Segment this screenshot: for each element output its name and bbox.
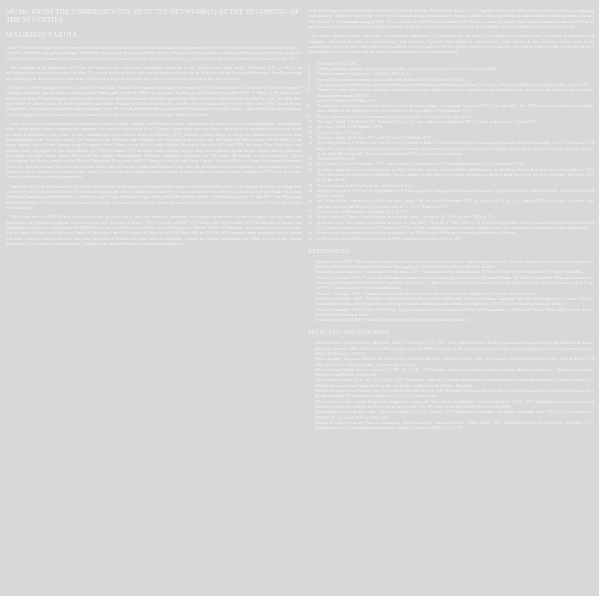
reference-item-text: Bargiacchi, Enzo Gualtiero - Schiaffini, Rodolfo (eds). 2017. Conti storie sul filo della memoria. Il 'Nuovo Teatro' in Italia negli anni 70. Firenze: Florilibo. [315, 269, 583, 275]
references-title: REFERENCES [308, 248, 350, 255]
bullet-marker: – [308, 274, 311, 280]
footnote-number: 1 [308, 60, 311, 66]
footnote-text: On vocal improvisation in Rome see also Assunçã 2011. [317, 182, 414, 188]
bullet-marker: – [308, 290, 311, 296]
reference-item [308, 317, 594, 322]
footnote-number: 22 [308, 214, 313, 220]
bullet-marker: – [308, 340, 311, 346]
footnote-number: 13 [308, 134, 313, 140]
body-paragraph: The second season (1972-73) was also characterized by a network of new and historical ensembles, the Gruppo Strumentale, Federico Mompou, among others, the participation of Schiaffini in various formations (also with Tommaso, 3 March; NPS, 4 March) and MEV (18 March). On 13 November 1972 the Meeting of modern and contemporary music was organized by the OED, the first edition of what would become Ricerca Sonora (21 March). On the 25 November, the second cycle also kicked off: The International Festival of Electronic Music (2 December), and 19 February (21 March) with MEV and NPS. In 1973 the MEV returned again to organize and to host an important collective improvisation by the many networks of Roman musicians, such as Schiaffini, Cardini, the Nuova Consonanza, the OED, as well as the Gruppo Strumentale (Carlo Cardini, Antonello Neri, Giuliano Zosi, Michele Ferrari and Emanuele Pappalardo). [6, 214, 302, 247]
discography-item [308, 399, 594, 410]
bullet-marker: – [308, 356, 311, 362]
discography-item-text: Mario Schiano, Tommaso Vittorini. Un fronte di Sei. Splasc(h) Records, CDH 205-2 (CD), 1991, also contains "Beat Suite (Free Jazz Trio), Live at Beat 72 (10 May 1969)" (Trio: Mario Schiano, Tommaso and Piccolo). [315, 356, 594, 367]
discography-list [308, 340, 594, 430]
bullet-marker: – [308, 366, 311, 372]
footnote-text: From the self-presentation written on the program of the 1976 Festival of Nuova Consonanza Association of Rome. [317, 230, 516, 236]
footnote-number: 16 [308, 161, 313, 167]
footnote-text: Between the end of 1973 and the beginning of 1974 the group was composed of Maurizio Giammarco, Eugenio Colombo, Alberto Corvini, Enrico Ghiberti and Marco Salomon. [317, 187, 594, 199]
footnote-text: See L'Unità 20 and 23 September 1973, Paese Sera 21-22 September 1973) and Momento Sera (19-22 September 1973). [317, 161, 525, 167]
footnote-number: 15 [308, 156, 313, 162]
reference-item-text: Guaccero, Giovanni. 2018. "Il contesto della musica improvvisata a Roma fra gli anni Sessanta e gli anni Settanta." In Franco Evangelisti: Verso un nuovo mondo sonoro, proceedings of the International Conference, Ernesto, C., 3 March 2014, edited by Eleonora Ludovisi and Daniela Tortora. In Art. di Suono, n. 8, n. 8, pp. 169-176. Cosenza: Edizioni Università Mondadori. [315, 274, 594, 291]
discography-item-text: Mario Schiano. Il Uni Brothers. MaStiveE, CERT. CSP #1027 (LP), 1970. (Trio: Mario Schiano, Bruno Tommaso and Franco Pecori). Republished in Keuno, Splasc(h) Records, CDH 309-2 (CD), 1990, together with the 1967 recordings of the Gruppo Romano Free Jazz (recently published on LP by Cramps Records, 2002, CD, Rimini, [...] 2011). [315, 340, 594, 356]
bullet-marker: – [308, 295, 311, 301]
footnotes-list [308, 61, 594, 241]
article-title: MUSIC FROM THE UNDERGROUND: BEAT 72'S NETWORK(S) AT THE BEGINNING OF THE SEVENTIES [6, 8, 300, 25]
footnote [308, 167, 594, 183]
body-paragraph: The recording of 22 September 1973 that we feature in this edition is a memorable testimony to the "inclusive and open nature" (Orecchia 2018, p. 26) of the multidisciplinary research space that was Beat 72 - one of the many lively underground theaters that sprang up in Rome over the Sixties and Seventies. Scrolling through the chronology of the musical activities of the first period, it is possible to trace the contours of an artistic network in flux and in motion. [6, 64, 302, 81]
discography-item [308, 340, 594, 356]
footnote-number: 24 [308, 230, 313, 236]
footnote-text: According to Dario Salvatori, this concert series repeated at Beat 72 a successful festival of contemporary music held in Chiaravalle on 11-17 February 1974 under the artistic direction of Antonello Neri. In Salvatori's description, the program of Chiaravalle included, among others, Umi 12 February and then the title in the Altra Musica group). Musica, con Machine (the OED, with various members). [317, 140, 594, 156]
discography-item-text: Nuovo Forme Sonore, Kort, SPL. NS 3 (LP), 1974. The group - made up of Michiko Hirayama, Anne Beate Zimmer, Giancarlo Schiaffini, Francesco Mario Viel, Michele Iannaccone and Antonello Ficarelli - performs compositions by Michiko Hirayama. [315, 377, 594, 388]
footnote [308, 140, 594, 156]
footnote-text: Around this concert series Giovanni Guaccero wrote important pages, for example Guaccero 2013, 2014 and 2018. The 2018 book, in particular, also contains many details on the individual musicians included in the recording of 22 September 1973. [317, 103, 594, 114]
discography-item-text: Musica Elettronica Viva. Sound Pool. Nuova Elettronica per Incontri. CD. Schiaffini and Antonello Ficarelli - performs compositions by Nuova Elettronica. Two groups including 1971 and others: Spoleto, Vol. 2 (LP), Various Artists. [315, 388, 594, 399]
discography-item [308, 356, 594, 367]
bullet-marker: – [308, 419, 311, 425]
bullet-marker: – [308, 409, 311, 415]
footnote-number: 2 [308, 66, 311, 72]
footnote-text: In Il Collegio di Arte Musicale di Como of 1974 reported in Giaccetto 2013, p. 300. [317, 235, 462, 241]
footnote-text: See Trìton Times, University of California (San Diego), Vol. 20, n. 16, November 1973, p. 6, and Vol. 21, n. 2, 11 January 1974, p. 5; and The Tribe - The Palomar College (San Marcos, California), Vol. 27, n. 18, 27 February 1974. [317, 198, 594, 209]
body-paragraph: "Beat 72 was many things: a space, a project in the making, a context of people and relationships, a programming and a set of events, the occasion for an artistic debut (...) as well as the theater, an anchor, a refuge." Words that describe one of the most fertile venues in Rome, a space that played a role of symbolic place of research, the mother of the Roman cellars (cantine), not because it was the oldest but because it was the most characteristic (...). An early sketch by Ulisse Benedetti and Simone Carella, 1971. [6, 44, 302, 61]
footnote [308, 220, 594, 231]
article-body [6, 45, 302, 247]
footnote-text: Unless otherwise indicated, the data come from the chronology shown on pp. 103-253 of Orecchia 2018. [317, 66, 498, 72]
body-paragraph: For Franco Materna, on the other hand, it is of primary importance: "a sound that fills the room (...) Creating with a steady sound, a vibration in movement and immediate reflection of states of consciousness," and therefore, "beyond every technical consideration," what matters is the synthesis, which needs to be contemporary and very old at the same time: it would be wrong to consider PM as a purely musical fact in that what you want to achieve is not a composition but a group experience to be shared with the others, proposing itself as an overall experience. [308, 33, 594, 55]
bullet-marker: – [308, 317, 311, 323]
footnote [308, 87, 594, 98]
bullet-marker: – [308, 377, 311, 383]
footnote-number: 7 [308, 97, 311, 103]
footnote-text: Two recordings of a further date of the Trio Schiano (with Tommaso and Piccolo) at the Beat 72 (17 May 1969) were published by Splasc(h) Records in 1992. [317, 81, 590, 87]
article-author: MAURIZIO FARINA [6, 29, 78, 39]
left-column [6, 8, 302, 590]
footnote-text: L'Unità, 2 June 1973, p. 9. [317, 129, 363, 135]
reference-item-text: Guaccero, Giovanni. 2014. L'improvvisazione radicale nella musica sperimentale. Roma. Milano: 2013. Firenze: Arcana Editrice. [315, 290, 538, 296]
bullet-marker: – [308, 269, 311, 275]
discography-title: SELECTED DISCOGRAPHY [308, 330, 391, 337]
footnote [308, 188, 594, 199]
footnote-text: Ulisse Benedetti in Bargiacchi - Schiaffini 2017, p. 31. [317, 71, 412, 77]
bullet-marker: – [308, 388, 311, 394]
footnote-number: 20 [308, 198, 313, 204]
footnote-number: 19 [308, 187, 313, 193]
footnote-text: Dario Salvatori, 'Succedono: Claridades ad slove', in Ciao 2001, VI, n. 20, 17 May 1976, p. 34. It was most probably the first concert that ensemble gave at Beat 72, of which Salvatori wrote on 7-17 February 1974, p. 50, also speaking of a third concert - among others - but one passes written and the other improvised. [317, 219, 594, 230]
footnote-text: See also L'Unità, 2-9 March 1972. Pretolani 2014, p. 155, also indicates an additional MEV concert at Beat 72 on 5 April 1972. [317, 119, 537, 125]
footnote [308, 103, 594, 114]
reference-item [308, 259, 594, 270]
body-paragraph: so he is listening more and more often to records of African, Korean, Balinese folk music, etc.). A specific theme and sound are born, which escape any cataloguing or ground and - right here is the point - they find in themselves the communicative charge to address, at least potentially, a wider audience. Dario Salvatori, who was able to listen to the harmonic group at Beat 72 in a concert in which they performed, writes that it is a musical group whose formal structure seems to have lost its importance, it is no longer such a compelling problem (...). At Beat 72 a free way just dissolving, that of taking a good and filling it completely with sound. [308, 8, 594, 30]
body-paragraph: Founded in 1966 through the work of Fulvio Fo and Fabio Salvioli, an organized workshop and venue at Via Gioacchino Belli 72, it hosted "a place to organize" readings, rehearsals, jam sessions, concerts, [small] theaters and moved in 1966 to its long time location at via Giuseppe Gioacchino Belli 72. Many of the first musical activities of Beat 72 were promptly related to jazz. Performers included Giancarlo Schiaffini and Gaslini, Marcello Melis, Mario Schiano and the Jazz Trio. By 1968 there was likely an alliance with Richard Teitelbaum and Mario Schiano in different formations, and the Nuovo Consonanza, between 1969 and 1970, hosted Franco Evangelisti's and Giancarlo Schiaffini's improvisations. At the Sei Vetrate, Piero Schiaffini played the first Nightsong in Scarlatti's sonata. Carlo Alberto Mezzadri was born and the Gruppo Nuova Consonanza gave performances within the first productions with Giuseppe Bartolucci's Perelà. [6, 84, 302, 117]
reference-item-text: Assunçã, Irene. 2018. "The magical perspectives: Giacinto Scelsi and collective vocal improvisations in Rome." In Free improvisation: history and perspectives, edited by Alessandro Mondadori and Antonio Ramaggio, pp. 373-379. Lucca: Libreria Musicale Italiana. [315, 258, 594, 270]
footnote-number: 12 [308, 129, 313, 135]
discography-item [308, 420, 594, 431]
footnote-text: A further experience of live performances by NPS is the live concert, with Schiaffini and Tommaso, at the Nuovo Forme Sonore in the early months of 1973. Dario Salvatori, in reviewing it, underlines "much courage on their part in presenting themselves with their ideas among the last four audiences" (see Ciao 2001 n. 13, pp. 36-38). [317, 166, 594, 183]
footnote-number: 17 [308, 166, 313, 172]
footnote-number: 6 [308, 87, 311, 93]
footnote-number: 23 [308, 219, 313, 225]
footnote-text: See also L'Unità, 11-20 June 1973, and 5-17 and 17 October 1973. [317, 134, 432, 140]
bullet-marker: – [308, 306, 311, 312]
discography-item-text: Alvin Curran. Canti e vedute del giardino magnetico - Songs and Views from the Magnetic Garden, Ananda, n. 1 (LP), 1973. Republished several times and in different formats, for example in Alvin Curran. Solo Works: The 70s. New World Records 80733-2 (3 CDs), 2010. [315, 398, 594, 409]
discography-item [308, 409, 594, 420]
footnote-text: Around the same time, several composers and performers began collaborating more frequently in the theatrical works of some of the directors and companies that gravitated around Beat 72. [317, 87, 594, 98]
footnote-number: 25 [308, 235, 313, 241]
footnote-number: 3 [308, 71, 311, 77]
footnote-text: On the importance of Nova Consonanza, see also Bargiacchi - Schiaffini 2017, pp. 136-137. [317, 113, 476, 119]
footnote-number: 18 [308, 182, 313, 188]
discography-item-text: Gruppo di Improvvisazione Nuova Consonanza. Improvvisazioni. Cramps Records, CRSLP 6206, 1976. Republished in De-Iv, Folkwadio, EB-1008, 1977. Republished on CD with additional material by Splasc(h) Records, CDH 310-2, 1998. [315, 419, 594, 431]
footnote-number: 10 [308, 119, 313, 125]
body-paragraph: From the outset, the community and involvement of Simone Carella - singular and visionary director, interested in all forms of art and interdisciplinarity - and Antonello Neri - indefatigable pianist, composer and organizer - the musical activities of Beat 72 began to take on greater consistency and regularity, expanding the network across the musical directions of the venue. A first Contemporary music concert series (15-20 May 1971) included, among others, a concert by Maurizio Giammarco's Blue Morning group in the first part, and the Trio Schiano (with Tommaso and Goldfield) and Schiaffini in the second part (20 May) and three concerts (28-30 May) by the newly formed Nuovo Forme Sonore group (Giuseppe Chiari, Pietro Grossi, Alvin Curran, Frederic Rzewski). Between 1972 and 1973, the Rome Film Club shows and Gruppo Teatro Immagine's Roma Altro Monde. On 17-25 December 1971 the Music Improvisation concert series was organized by the Gruppo Rinnovamento Musicale; participants included Nuove Forme Sonore and the Gruppo Rinnovamento Musicale, Schiaffini, Tommaso and Villa Rojo, the Gruppo di Improvvisazione Nuova Consonanza, the Roman branch of the Musica Elettronica Viva group (MEV), Frederic Rzewski and Alvin Curran, Nuovo Collettivo Gruppo Dominante (Domenico Guaccero, Alan Bryant and Alvin Curran), the Duo Nuovo Italo (Giancarlo Cardini and Giuliano Zosi, "with the participation of Ivan Figueroa"), a group made up of Luca Lombardi, Dario Mancini and Jerome Cooper, "with" (...) as well as the Gruppo di Improvvisazione di Roma, which had been set up by Schiaffini in 1970, and the Gruppo Nuova Consonanza (in order of appearance). [6, 120, 302, 180]
footnote-number: 5 [308, 81, 311, 87]
bullet-marker: – [308, 258, 311, 264]
footnote-number: 21 [308, 209, 313, 215]
bullet-marker: – [308, 398, 311, 404]
reference-item-text: Pretolani, Luigi. 2014. MEV: Musica Elettronica Viva. Lucca: Libreria Musicale Italiana. [315, 317, 469, 323]
discography-item [308, 388, 594, 399]
reference-item [308, 296, 594, 307]
reference-item-text: Orecchia, Donatella. 2018. Il Beat 72 di Roma. Il primo migliore. Il Giorno scalato. Il Ordo della Accademia La Nascita del Nuovo Teatro, Dai la storia. Roma: Accademia Universitaria Press. [315, 306, 594, 317]
discography-item-text: Prima Materia. La coda della tigre - Tail of the Tiger, n. 2 (LP), Ananda, 1977. Republished, together with further recordings (also 1974), by Die Schachtel, n. 200 (DSCD 12) and in 2015 (2 CDs), 2011. [315, 409, 594, 420]
reference-item [308, 307, 594, 318]
footnote-text: Alvin Curran in Bargiacchi - Schiaffini 2017, p. 272. [317, 209, 408, 215]
footnote-text: Giaccetto 2013, p. 291. [317, 156, 358, 162]
reference-item [308, 275, 594, 291]
footnote [308, 236, 594, 241]
footnote-number: 11 [308, 124, 313, 130]
reference-item-text: Guaccero, Giovanni. 2018. "The use of improvisation in Rome in the 1960s and 1970s: institutions, languages and the relationship with context." In Free improvisation: history and perspectives, edited by Alessandro Mondadori and Antonio Ramaggio, pp. 151-172. Lucca: Libreria Musicale Italiana. [315, 295, 594, 307]
discography-item [308, 377, 594, 388]
footnote-number: 4 [308, 76, 311, 82]
footnote-number: 8 [308, 103, 311, 109]
discography-item [308, 367, 594, 378]
footnote-text: Bey and Waldron are indicated, without date specification, in L'Unità, 3 June 1968, p. 4. [317, 76, 469, 82]
discography-item-text: Mario Schiano/Gaslini. Trios a confronto, 1 RIL 101-1 (LP), 1975. (Septet: Giancarlo Schiaffini, Massimo Urbani, Maurizio Giammarco, Martin Joseph, Bruno Tommaso and Michele Iannaccone). [315, 366, 594, 378]
references-list [308, 259, 594, 323]
footnote [308, 198, 594, 209]
footnote-number: 14 [308, 140, 313, 146]
footnote-text: See also L'Unità, 20-30 May 1971. [317, 97, 378, 103]
footnote-text: See also L'Unità, 14-20 January 1973. [317, 124, 383, 130]
right-column [308, 8, 594, 590]
body-paragraph: The series of 22 and 23 December 1972 and the performance of ten major contemporary music works were more evidently active in the Roman network, including three concerts by the newly formed Nuova Forme Sonore group, the series included performances by Luca Lombardi, Antonello Neri, Giuliano Zosi and Dante Di Cunzo, Domenico Guaccero and Daniele Paris, as well as Gruppo Teatro Immagine, Sergio Cena and the Roma Altro Monde. Contemporary music - in late 1972 - the NPS group, formed in October 1970 by composer-performers Schiaffini, Tommaso and Villa-Rojo, started the concert activity in March 1973 and therefore from 1973 was also formed its association. [6, 183, 302, 211]
footnote-number: 9 [308, 113, 311, 119]
footnote-text: Orecchia 2018, p. 229. [317, 60, 357, 66]
footnote-text: Franco Piersanti, 'Nuovo Forme Sonore: la forma del suono', in Nuovo, TC, 4-25, 20 June 1979, p. 79. [317, 214, 494, 220]
